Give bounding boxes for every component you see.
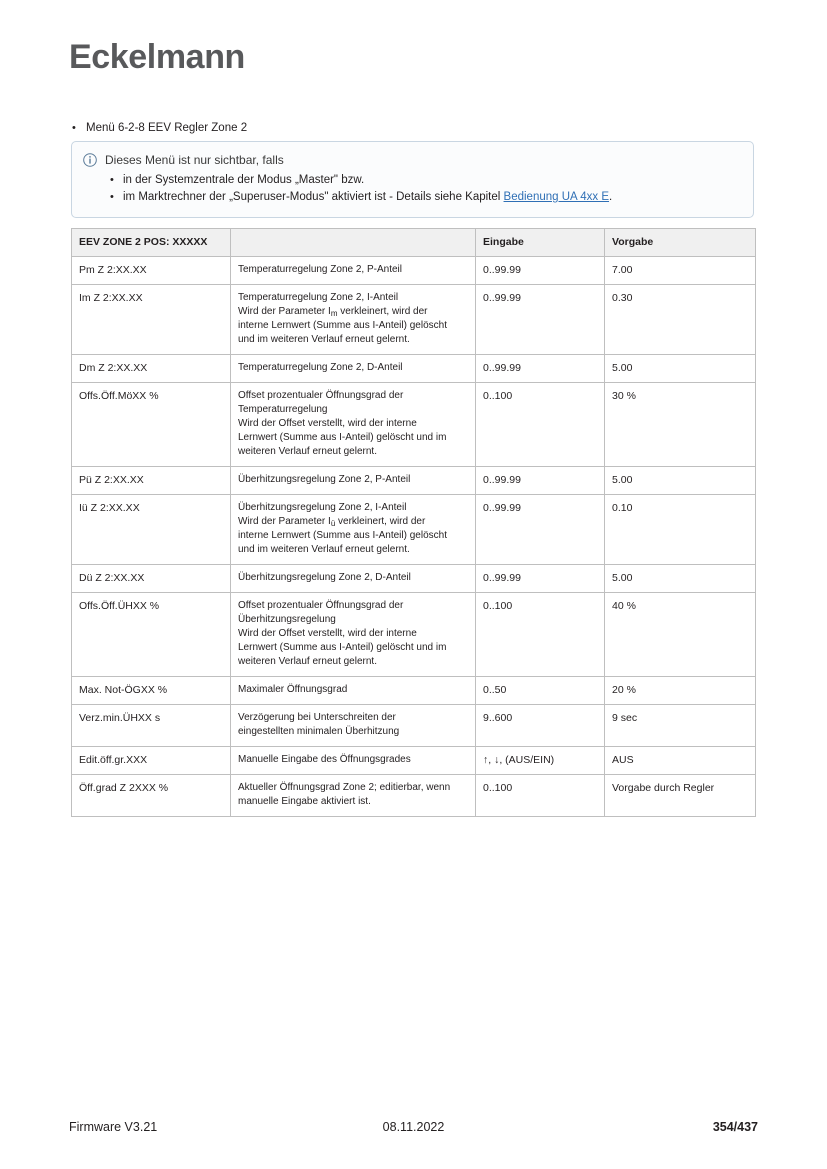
param-default: 0.10 [605,495,756,565]
desc-line: Überhitzungsregelung [238,614,336,625]
param-input-range: 0..99.99 [476,467,605,495]
desc-line: Wird der Parameter I [238,306,331,317]
param-default: 5.00 [605,467,756,495]
table-row [72,285,756,355]
desc-line: Überhitzungsregelung Zone 2, I-Anteil [238,502,407,513]
param-input-range: 0..99.99 [476,257,605,285]
param-default: 5.00 [605,565,756,593]
note-item2-suffix: . [609,191,613,203]
param-name: Im Z 2:XX.XX [72,285,231,355]
param-description [231,495,476,565]
desc-line: weiteren Verlauf erneut gelernt. [238,656,377,667]
param-name: Offs.Öff.ÜHXX % [72,593,231,677]
desc-line: Wird der Parameter I [238,516,331,527]
desc-line: und im weiteren Verlauf erneut gelernt. [238,544,410,555]
param-input-range: 0..50 [476,677,605,705]
desc-line: Lernwert (Summe aus I-Anteil) gelöscht und im [238,432,447,443]
desc-line: Offset prozentualer Öffnungsgrad der [238,600,404,611]
param-default: 30 % [605,383,756,467]
footer-date: 08.11.2022 [382,1120,445,1134]
desc-line: eingestellten minimalen Überhitzung [238,726,400,737]
param-description [231,775,476,817]
table-row [72,775,756,817]
table-row [72,747,756,775]
desc-line: Wird der Offset verstellt, wird der interne [238,628,417,639]
param-input-range: 0..99.99 [476,355,605,383]
company-logo: Eckelmann [69,38,245,76]
footer-page-number: 354/437 [712,1120,758,1134]
param-input-range: ↑, ↓, (AUS/EIN) [476,747,605,775]
param-input-range: 0..99.99 [476,565,605,593]
param-description: Temperaturregelung Zone 2, P-Anteil [231,257,476,285]
param-default: 40 % [605,593,756,677]
desc-line: Verzögerung bei Unterschreiten der [238,712,396,723]
table-row [72,355,756,383]
param-name: Max. Not-ÖGXX % [72,677,231,705]
table-header-cell-name: EEV ZONE 2 POS: XXXXX [72,229,231,257]
info-icon [83,152,105,172]
desc-line: Temperaturregelung [238,404,328,415]
section-heading [72,120,772,136]
param-name: Verz.min.ÜHXX s [72,705,231,747]
param-input-range: 9..600 [476,705,605,747]
param-description: Maximaler Öffnungsgrad [231,677,476,705]
param-name: Pm Z 2:XX.XX [72,257,231,285]
param-description: Überhitzungsregelung Zone 2, D-Anteil [231,565,476,593]
table-header-cell-desc [231,229,476,257]
desc-subscript: m [330,309,338,318]
param-description: Manuelle Eingabe des Öffnungsgrades [231,747,476,775]
desc-line: Aktueller Öffnungsgrad Zone 2; editierbar, wenn [238,782,451,793]
param-input-range: 0..100 [476,775,605,817]
desc-line: interne Lernwert (Summe aus I-Anteil) gelöscht [238,320,447,331]
param-input-range: 0..99.99 [476,285,605,355]
desc-line: weiteren Verlauf erneut gelernt. [238,446,377,457]
param-default: 20 % [605,677,756,705]
desc-line: verkleinert, wird der [337,306,428,317]
bullet-icon: • [72,122,76,134]
note-list [105,172,742,206]
section-heading-text: Menü 6-2-8 EEV Regler Zone 2 [86,122,248,134]
param-input-range: 0..100 [476,383,605,467]
param-name: Dm Z 2:XX.XX [72,355,231,383]
param-description [231,705,476,747]
param-default: 0.30 [605,285,756,355]
desc-line: Temperaturregelung Zone 2, I-Anteil [238,292,399,303]
param-default: 7.00 [605,257,756,285]
table-header-row [72,229,756,257]
note-item2-prefix: im Marktrechner der „Superuser-Modus" aktiviert ist - Details siehe Kapitel [123,191,504,203]
table-row [72,257,756,285]
param-description [231,593,476,677]
table-row [72,677,756,705]
param-description [231,285,476,355]
desc-line: Lernwert (Summe aus I-Anteil) gelöscht und im [238,642,447,653]
table-row [72,565,756,593]
note-list-item [105,189,742,206]
table-row [72,383,756,467]
table-row [72,495,756,565]
footer-firmware: Firmware V3.21 [69,1120,158,1134]
desc-line: und im weiteren Verlauf erneut gelernt. [238,334,410,345]
chapter-link[interactable]: Bedienung UA 4xx E [503,191,610,203]
param-name: Dü Z 2:XX.XX [72,565,231,593]
table-row [72,705,756,747]
param-description [231,383,476,467]
desc-subscript: ü [330,519,336,528]
note-list-item: • in der Systemzentrale der Modus „Master" bzw. [105,172,742,189]
param-name: Offs.Öff.MöXX % [72,383,231,467]
param-default: Vorgabe durch Regler [605,775,756,817]
table-header-cell-default: Vorgabe [605,229,756,257]
info-note-box [71,141,754,218]
desc-line: interne Lernwert (Summe aus I-Anteil) gelöscht [238,530,447,541]
param-description: Überhitzungsregelung Zone 2, P-Anteil [231,467,476,495]
param-name: Pü Z 2:XX.XX [72,467,231,495]
param-input-range: 0..99.99 [476,495,605,565]
desc-line: verkleinert, wird der [335,516,426,527]
desc-line: Wird der Offset verstellt, wird der interne [238,418,417,429]
table-row [72,467,756,495]
param-default: AUS [605,747,756,775]
page-footer [0,1120,827,1140]
param-input-range: 0..100 [476,593,605,677]
note-heading: Dieses Menü ist nur sichtbar, falls [105,153,284,167]
table-row [72,593,756,677]
param-default: 9 sec [605,705,756,747]
table-header-cell-input: Eingabe [476,229,605,257]
param-default: 5.00 [605,355,756,383]
param-name: Edit.öff.gr.XXX [72,747,231,775]
parameter-table [71,228,756,817]
param-name: Iü Z 2:XX.XX [72,495,231,565]
param-description: Temperaturregelung Zone 2, D-Anteil [231,355,476,383]
desc-line: Offset prozentualer Öffnungsgrad der [238,390,404,401]
param-name: Öff.grad Z 2XXX % [72,775,231,817]
desc-line: manuelle Eingabe aktiviert ist. [238,796,371,807]
